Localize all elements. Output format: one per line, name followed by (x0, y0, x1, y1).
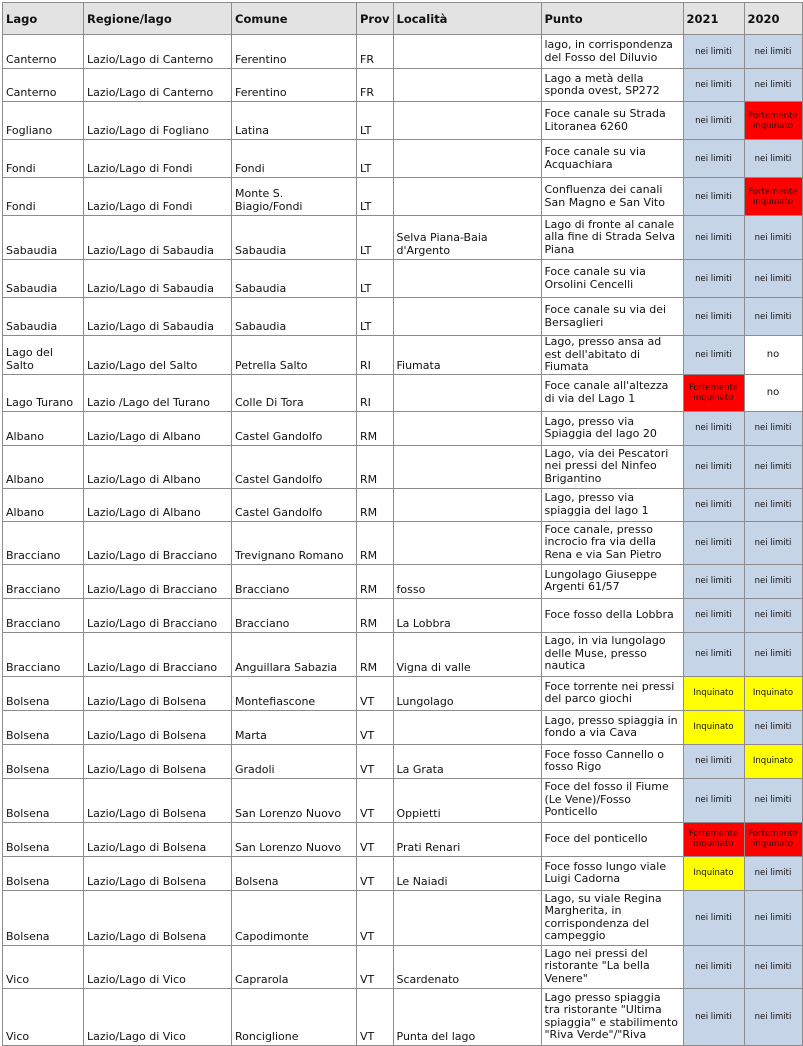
cell-regione: Lazio/Lago di Canterno (84, 35, 232, 69)
cell-localita: Punta del lago (393, 988, 541, 1045)
cell-y2020: nei limiti (744, 411, 802, 445)
cell-regione: Lazio/Lago di Albano (84, 411, 232, 445)
cell-punto: Lago, in via lungolago delle Muse, presso nautica (541, 632, 683, 676)
cell-y2021: nei limiti (683, 178, 744, 216)
cell-y2020: nei limiti (744, 564, 802, 598)
cell-localita: Fiumata (393, 336, 541, 375)
cell-y2020: Fortemente inquinato (744, 102, 802, 140)
cell-y2021: nei limiti (683, 336, 744, 375)
cell-y2021: Fortemente inquinato (683, 822, 744, 856)
cell-prov: RM (357, 598, 394, 632)
cell-comune: Bolsena (232, 856, 357, 890)
cell-lago: Bolsena (3, 744, 84, 778)
cell-y2021: nei limiti (683, 988, 744, 1045)
cell-y2020: nei limiti (744, 216, 802, 260)
cell-lago: Bracciano (3, 632, 84, 676)
cell-y2021: nei limiti (683, 35, 744, 69)
cell-y2021: nei limiti (683, 260, 744, 298)
cell-punto: Lago, presso spiaggia in fondo a via Cava (541, 710, 683, 744)
cell-prov: VT (357, 890, 394, 945)
cell-punto: Confluenza dei canali San Magno e San Vito (541, 178, 683, 216)
cell-punto: Foce del ponticello (541, 822, 683, 856)
cell-localita (393, 890, 541, 945)
cell-y2021: Inquinato (683, 676, 744, 710)
cell-regione: Lazio/Lago di Bracciano (84, 564, 232, 598)
cell-localita: Le Naiadi (393, 856, 541, 890)
cell-localita (393, 260, 541, 298)
cell-regione: Lazio/Lago di Bolsena (84, 890, 232, 945)
cell-y2020: nei limiti (744, 35, 802, 69)
cell-localita: Oppietti (393, 778, 541, 822)
cell-localita (393, 102, 541, 140)
table-row (3, 778, 803, 822)
cell-comune: Fondi (232, 140, 357, 178)
cell-y2020: nei limiti (744, 778, 802, 822)
cell-regione: Lazio/Lago di Bolsena (84, 778, 232, 822)
cell-punto: Lago nei pressi del ristorante "La bella Venere" (541, 945, 683, 988)
cell-comune: Trevignano Romano (232, 521, 357, 564)
cell-punto: Foce canale su via Acquachiara (541, 140, 683, 178)
table-row (3, 710, 803, 744)
header-punto: Punto (541, 3, 683, 35)
cell-prov: LT (357, 216, 394, 260)
cell-y2020: nei limiti (744, 488, 802, 521)
cell-prov: VT (357, 710, 394, 744)
cell-punto: Lago presso spiaggia tra ristorante "Ultima spiaggia" e stabilimento "Riva Verde"/"Riva (541, 988, 683, 1045)
cell-y2021: nei limiti (683, 488, 744, 521)
table-row (3, 69, 803, 102)
cell-y2021: Fortemente inquinato (683, 374, 744, 411)
cell-prov: RM (357, 521, 394, 564)
cell-comune: Latina (232, 102, 357, 140)
cell-y2020: nei limiti (744, 598, 802, 632)
table-row (3, 564, 803, 598)
cell-y2020: nei limiti (744, 298, 802, 336)
table-row (3, 102, 803, 140)
cell-comune: Bracciano (232, 564, 357, 598)
table-row (3, 822, 803, 856)
cell-punto: Lago, presso ansa ad est dell'abitato di Fiumata (541, 336, 683, 375)
cell-punto: lago, in corrispondenza del Fosso del Diluvio (541, 35, 683, 69)
cell-comune: Ferentino (232, 69, 357, 102)
cell-lago: Bracciano (3, 598, 84, 632)
cell-comune: Capodimonte (232, 890, 357, 945)
cell-prov: VT (357, 822, 394, 856)
cell-prov: RM (357, 632, 394, 676)
cell-lago: Fogliano (3, 102, 84, 140)
cell-lago: Bolsena (3, 822, 84, 856)
cell-y2021: nei limiti (683, 445, 744, 488)
header-row (3, 3, 803, 35)
table-row (3, 676, 803, 710)
cell-localita (393, 35, 541, 69)
cell-punto: Lago, via dei Pescatori nei pressi del Ninfeo Brigantino (541, 445, 683, 488)
table-row (3, 856, 803, 890)
cell-localita: Scardenato (393, 945, 541, 988)
table-row (3, 260, 803, 298)
cell-regione: Lazio/Lago di Bolsena (84, 822, 232, 856)
cell-y2020: Inquinato (744, 744, 802, 778)
header-regione: Regione/lago (84, 3, 232, 35)
cell-prov: RM (357, 445, 394, 488)
cell-lago: Bolsena (3, 856, 84, 890)
cell-lago: Bracciano (3, 521, 84, 564)
cell-comune: Sabaudia (232, 298, 357, 336)
cell-regione: Lazio/Lago di Sabaudia (84, 260, 232, 298)
cell-regione: Lazio/Lago di Vico (84, 945, 232, 988)
cell-regione: Lazio/Lago di Albano (84, 488, 232, 521)
table-row (3, 178, 803, 216)
cell-punto: Foce fosso della Lobbra (541, 598, 683, 632)
cell-lago: Lago Turano (3, 374, 84, 411)
cell-lago: Bolsena (3, 710, 84, 744)
cell-regione: Lazio/Lago di Vico (84, 988, 232, 1045)
water-quality-table (2, 2, 803, 1046)
table-body (3, 35, 803, 1046)
cell-prov: VT (357, 856, 394, 890)
cell-comune: Monte S. Biagio/Fondi (232, 178, 357, 216)
cell-y2020: nei limiti (744, 69, 802, 102)
cell-comune: Sabaudia (232, 216, 357, 260)
cell-lago: Bracciano (3, 564, 84, 598)
cell-regione: Lazio/Lago di Sabaudia (84, 298, 232, 336)
table-row (3, 140, 803, 178)
cell-regione: Lazio/Lago di Sabaudia (84, 216, 232, 260)
cell-punto: Foce canale su via dei Bersaglieri (541, 298, 683, 336)
cell-localita (393, 710, 541, 744)
cell-prov: LT (357, 102, 394, 140)
cell-comune: Montefiascone (232, 676, 357, 710)
table-row (3, 632, 803, 676)
table-row (3, 216, 803, 260)
table-row (3, 945, 803, 988)
cell-punto: Lago, presso via spiaggia del lago 1 (541, 488, 683, 521)
cell-y2021: nei limiti (683, 890, 744, 945)
cell-regione: Lazio/Lago di Bolsena (84, 744, 232, 778)
cell-punto: Lago, presso via Spiaggia del lago 20 (541, 411, 683, 445)
header-lago: Lago (3, 3, 84, 35)
cell-lago: Bolsena (3, 778, 84, 822)
header-2021: 2021 (683, 3, 744, 35)
cell-comune: Ferentino (232, 35, 357, 69)
cell-regione: Lazio/Lago di Fogliano (84, 102, 232, 140)
cell-y2020: nei limiti (744, 632, 802, 676)
cell-y2021: nei limiti (683, 598, 744, 632)
cell-lago: Sabaudia (3, 260, 84, 298)
cell-localita: La Lobbra (393, 598, 541, 632)
cell-y2021: nei limiti (683, 564, 744, 598)
cell-prov: LT (357, 298, 394, 336)
cell-prov: RI (357, 374, 394, 411)
cell-y2021: nei limiti (683, 778, 744, 822)
cell-prov: RM (357, 488, 394, 521)
header-prov: Prov (357, 3, 394, 35)
cell-regione: Lazio/Lago di Fondi (84, 178, 232, 216)
cell-y2020: nei limiti (744, 988, 802, 1045)
cell-lago: Albano (3, 445, 84, 488)
cell-comune: Marta (232, 710, 357, 744)
cell-lago: Sabaudia (3, 298, 84, 336)
cell-y2020: Inquinato (744, 676, 802, 710)
cell-y2021: nei limiti (683, 102, 744, 140)
cell-regione: Lazio/Lago di Bolsena (84, 710, 232, 744)
cell-regione: Lazio /Lago del Turano (84, 374, 232, 411)
cell-punto: Foce canale su Strada Litoranea 6260 (541, 102, 683, 140)
cell-lago: Fondi (3, 178, 84, 216)
table-row (3, 488, 803, 521)
cell-y2020: nei limiti (744, 521, 802, 564)
cell-comune: Bracciano (232, 598, 357, 632)
cell-localita (393, 178, 541, 216)
cell-lago: Sabaudia (3, 216, 84, 260)
cell-comune: Castel Gandolfo (232, 411, 357, 445)
cell-comune: Caprarola (232, 945, 357, 988)
cell-lago: Canterno (3, 69, 84, 102)
cell-y2020: nei limiti (744, 945, 802, 988)
cell-y2021: nei limiti (683, 216, 744, 260)
table-row (3, 744, 803, 778)
cell-prov: RM (357, 411, 394, 445)
cell-localita (393, 488, 541, 521)
table-row (3, 988, 803, 1045)
cell-regione: Lazio/Lago del Salto (84, 336, 232, 375)
table-row (3, 445, 803, 488)
cell-lago: Albano (3, 411, 84, 445)
cell-y2021: Inquinato (683, 856, 744, 890)
cell-y2020: no (744, 336, 802, 375)
cell-lago: Albano (3, 488, 84, 521)
cell-lago: Bolsena (3, 890, 84, 945)
cell-punto: Foce canale su via Orsolini Cencelli (541, 260, 683, 298)
cell-prov: LT (357, 260, 394, 298)
cell-y2021: nei limiti (683, 632, 744, 676)
cell-y2021: nei limiti (683, 744, 744, 778)
cell-regione: Lazio/Lago di Albano (84, 445, 232, 488)
cell-localita (393, 411, 541, 445)
cell-prov: VT (357, 945, 394, 988)
cell-y2020: nei limiti (744, 140, 802, 178)
table-row (3, 35, 803, 69)
table-row (3, 374, 803, 411)
cell-regione: Lazio/Lago di Bolsena (84, 856, 232, 890)
cell-punto: Foce canale all'altezza di via del Lago 1 (541, 374, 683, 411)
cell-localita: Lungolago (393, 676, 541, 710)
cell-regione: Lazio/Lago di Bolsena (84, 676, 232, 710)
table-row (3, 298, 803, 336)
cell-lago: Bolsena (3, 676, 84, 710)
table-row (3, 890, 803, 945)
cell-comune: Castel Gandolfo (232, 445, 357, 488)
cell-prov: VT (357, 744, 394, 778)
table-row (3, 336, 803, 375)
cell-comune: San Lorenzo Nuovo (232, 822, 357, 856)
table-row (3, 598, 803, 632)
cell-lago: Canterno (3, 35, 84, 69)
cell-localita (393, 298, 541, 336)
cell-punto: Lago di fronte al canale alla fine di Strada Selva Piana (541, 216, 683, 260)
cell-comune: San Lorenzo Nuovo (232, 778, 357, 822)
cell-lago: Vico (3, 988, 84, 1045)
cell-y2021: nei limiti (683, 140, 744, 178)
cell-regione: Lazio/Lago di Fondi (84, 140, 232, 178)
cell-y2021: nei limiti (683, 298, 744, 336)
cell-prov: LT (357, 140, 394, 178)
cell-y2020: no (744, 374, 802, 411)
cell-localita: La Grata (393, 744, 541, 778)
cell-prov: VT (357, 676, 394, 710)
cell-y2021: Inquinato (683, 710, 744, 744)
cell-localita: fosso (393, 564, 541, 598)
cell-y2020: nei limiti (744, 890, 802, 945)
cell-punto: Foce torrente nei pressi del parco giochi (541, 676, 683, 710)
cell-localita: Prati Renari (393, 822, 541, 856)
cell-punto: Foce fosso lungo viale Luigi Cadorna (541, 856, 683, 890)
cell-y2020: nei limiti (744, 856, 802, 890)
cell-y2021: nei limiti (683, 521, 744, 564)
cell-comune: Anguillara Sabazia (232, 632, 357, 676)
cell-regione: Lazio/Lago di Bracciano (84, 632, 232, 676)
cell-comune: Colle Di Tora (232, 374, 357, 411)
cell-localita: Selva Piana-Baia d'Argento (393, 216, 541, 260)
cell-punto: Lago, su viale Regina Margherita, in corrispondenza del campeggio (541, 890, 683, 945)
header-2020: 2020 (744, 3, 802, 35)
cell-prov: VT (357, 988, 394, 1045)
cell-lago: Vico (3, 945, 84, 988)
cell-y2020: Fortemente inquinato (744, 822, 802, 856)
cell-comune: Sabaudia (232, 260, 357, 298)
cell-y2020: nei limiti (744, 445, 802, 488)
cell-localita (393, 69, 541, 102)
cell-regione: Lazio/Lago di Canterno (84, 69, 232, 102)
cell-y2021: nei limiti (683, 69, 744, 102)
cell-lago: Fondi (3, 140, 84, 178)
cell-localita (393, 374, 541, 411)
cell-prov: FR (357, 35, 394, 69)
cell-punto: Foce canale, presso incrocio fra via della Rena e via San Pietro (541, 521, 683, 564)
cell-lago: Lago del Salto (3, 336, 84, 375)
cell-localita: Vigna di valle (393, 632, 541, 676)
cell-punto: Lago a metà della sponda ovest, SP272 (541, 69, 683, 102)
cell-regione: Lazio/Lago di Bracciano (84, 598, 232, 632)
cell-punto: Foce fosso Cannello o fosso Rigo (541, 744, 683, 778)
header-localita: Località (393, 3, 541, 35)
cell-prov: LT (357, 178, 394, 216)
table-row (3, 521, 803, 564)
cell-comune: Gradoli (232, 744, 357, 778)
cell-localita (393, 140, 541, 178)
cell-y2020: nei limiti (744, 260, 802, 298)
cell-prov: VT (357, 778, 394, 822)
cell-y2020: nei limiti (744, 710, 802, 744)
cell-comune: Petrella Salto (232, 336, 357, 375)
table-row (3, 411, 803, 445)
cell-localita (393, 445, 541, 488)
cell-y2021: nei limiti (683, 411, 744, 445)
cell-comune: Ronciglione (232, 988, 357, 1045)
header-comune: Comune (232, 3, 357, 35)
cell-comune: Castel Gandolfo (232, 488, 357, 521)
cell-y2021: nei limiti (683, 945, 744, 988)
cell-punto: Lungolago Giuseppe Argenti 61/57 (541, 564, 683, 598)
cell-prov: FR (357, 69, 394, 102)
cell-localita (393, 521, 541, 564)
cell-prov: RI (357, 336, 394, 375)
cell-regione: Lazio/Lago di Bracciano (84, 521, 232, 564)
cell-y2020: Fortemente inquinato (744, 178, 802, 216)
cell-prov: RM (357, 564, 394, 598)
cell-punto: Foce del fosso il Fiume (Le Vene)/Fosso Ponticello (541, 778, 683, 822)
